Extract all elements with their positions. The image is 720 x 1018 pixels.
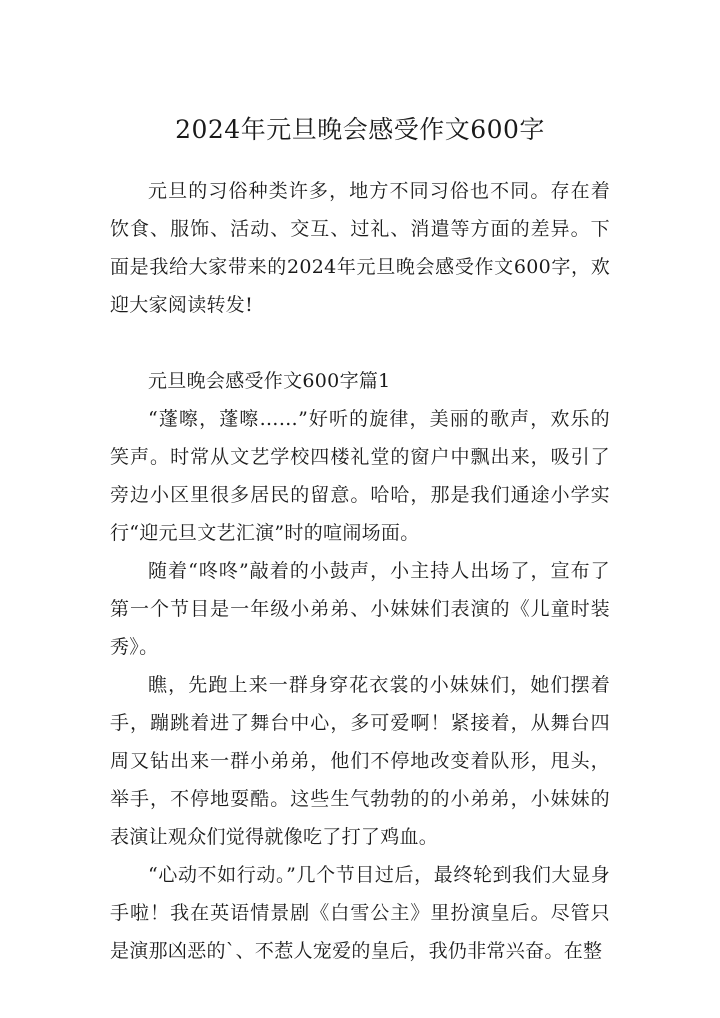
body-paragraph-2: 随着“咚咚”敲着的小鼓声，小主持人出场了，宣布了第一个节目是一年级小弟弟、小妹妹们表演的《儿童时装秀》。 bbox=[110, 560, 610, 658]
document-body bbox=[110, 172, 610, 970]
body-paragraph-4: “心动不如行动。”几个节目过后，最终轮到我们大显身手啦！我在英语情景剧《白雪公主》里扮演皇后。尽管只是演那凶恶的`、不惹人宠爱的皇后，我仍非常兴奋。在整 bbox=[110, 864, 610, 962]
document-title: 2024年元旦晚会感受作文600字 bbox=[175, 115, 545, 144]
section-heading: 元旦晚会感受作文600字篇1 bbox=[148, 370, 391, 392]
body-paragraph-1: “蓬嚓，蓬嚓……”好听的旋律，美丽的歌声，欢乐的笑声。时常从文艺学校四楼礼堂的窗户中飘出来，吸引了旁边小区里很多居民的留意。哈哈，那是我们通途小学实行“迎元旦文艺汇演”时的喧闹场面。 bbox=[110, 408, 610, 544]
intro-paragraph: 元旦的习俗种类许多，地方不同习俗也不同。存在着饮食、服饰、活动、交互、过礼、消遣等方面的差异。下面是我给大家带来的2024年元旦晚会感受作文600字，欢迎大家阅读转发! bbox=[110, 180, 610, 316]
body-paragraph-3: 瞧，先跑上来一群身穿花衣裳的小妹妹们，她们摆着手，蹦跳着进了舞台中心，多可爱啊！紧接着，从舞台四周又钻出来一群小弟弟，他们不停地改变着队形，甩头，举手，不停地耍酷。这些生气勃勃的的小弟弟，小妹妹的表演让观众们觉得就像吃了打了鸡血。 bbox=[110, 674, 610, 848]
paragraph-spacer bbox=[110, 324, 610, 362]
